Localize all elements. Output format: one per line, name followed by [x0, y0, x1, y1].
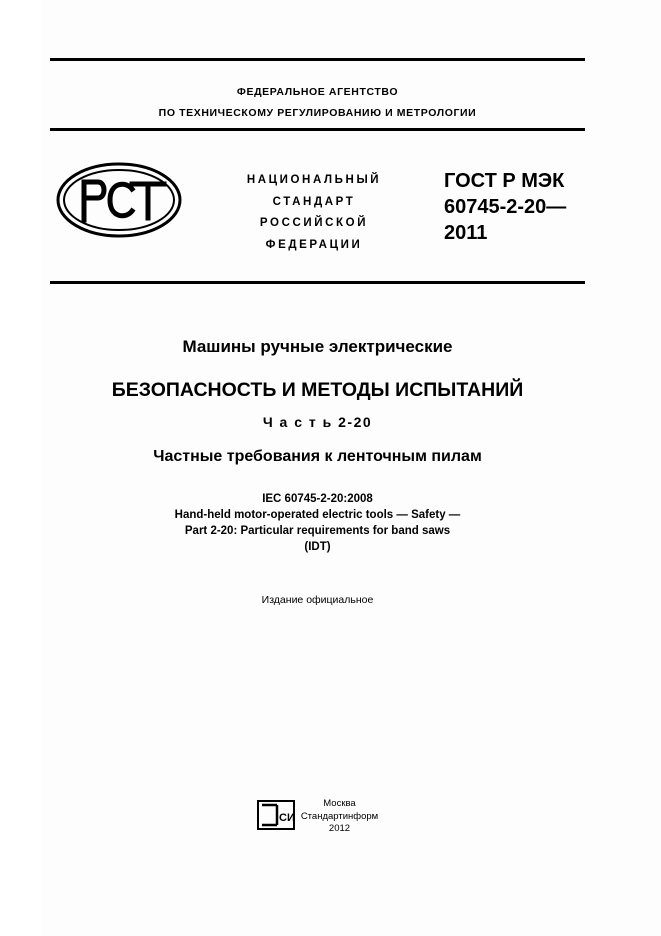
publisher-year: 2012	[328, 823, 351, 835]
document-subtitle: Частные требования к ленточным пилам	[153, 448, 482, 465]
gost-r-emblem-icon	[54, 160, 184, 240]
publisher-block	[50, 798, 585, 836]
iec-line-1: IEC 60745-2-20:2008	[262, 493, 373, 505]
agency-heading	[50, 82, 585, 124]
document-title-main: БЕЗОПАСНОСТЬ И МЕТОДЫ ИСПЫТАНИЙ	[111, 379, 524, 401]
document-title-primary: Машины ручные электрические	[182, 337, 453, 356]
publisher-city: Москва	[323, 798, 356, 809]
standard-designation	[444, 168, 634, 246]
standard-label-line-3: РОССИЙСКОЙ	[259, 217, 369, 229]
divider-top	[50, 58, 585, 61]
divider-mid	[50, 281, 585, 284]
edition-note: Издание официальное	[261, 594, 374, 606]
svg-text:СИ: СИ	[278, 812, 295, 824]
standard-label-line-2: СТАНДАРТ	[272, 195, 356, 208]
page-content	[44, 0, 661, 936]
agency-line-1: ФЕДЕРАЛЬНОЕ АГЕНТСТВО	[236, 86, 399, 98]
designation-line-1: ГОСТ Р МЭК	[444, 170, 565, 192]
designation-line-3: 2011	[444, 222, 488, 244]
document-part-label: Ч а с т ь 2-20	[262, 414, 373, 430]
agency-line-2: ПО ТЕХНИЧЕСКОМУ РЕГУЛИРОВАНИЮ И МЕТРОЛОГИИ	[158, 107, 477, 119]
iec-line-3: Part 2-20: Particular requirements for band saws	[184, 525, 451, 537]
publisher-name: Стандартинформ	[300, 810, 379, 822]
iec-reference	[50, 491, 585, 555]
page-left-margin	[0, 0, 42, 936]
divider-under-agency	[50, 128, 585, 131]
designation-line-2: 60745-2-20—	[444, 196, 567, 218]
standard-label-line-4: ФЕДЕРАЦИИ	[265, 238, 363, 251]
iec-line-4: (IDT)	[304, 541, 331, 553]
standard-label-line-1: НАЦИОНАЛЬНЫЙ	[246, 174, 382, 186]
iec-line-2: Hand-held motor-operated electric tools — Safety —	[174, 509, 461, 521]
standartinform-logo-icon	[257, 800, 295, 830]
national-standard-label	[204, 170, 424, 256]
